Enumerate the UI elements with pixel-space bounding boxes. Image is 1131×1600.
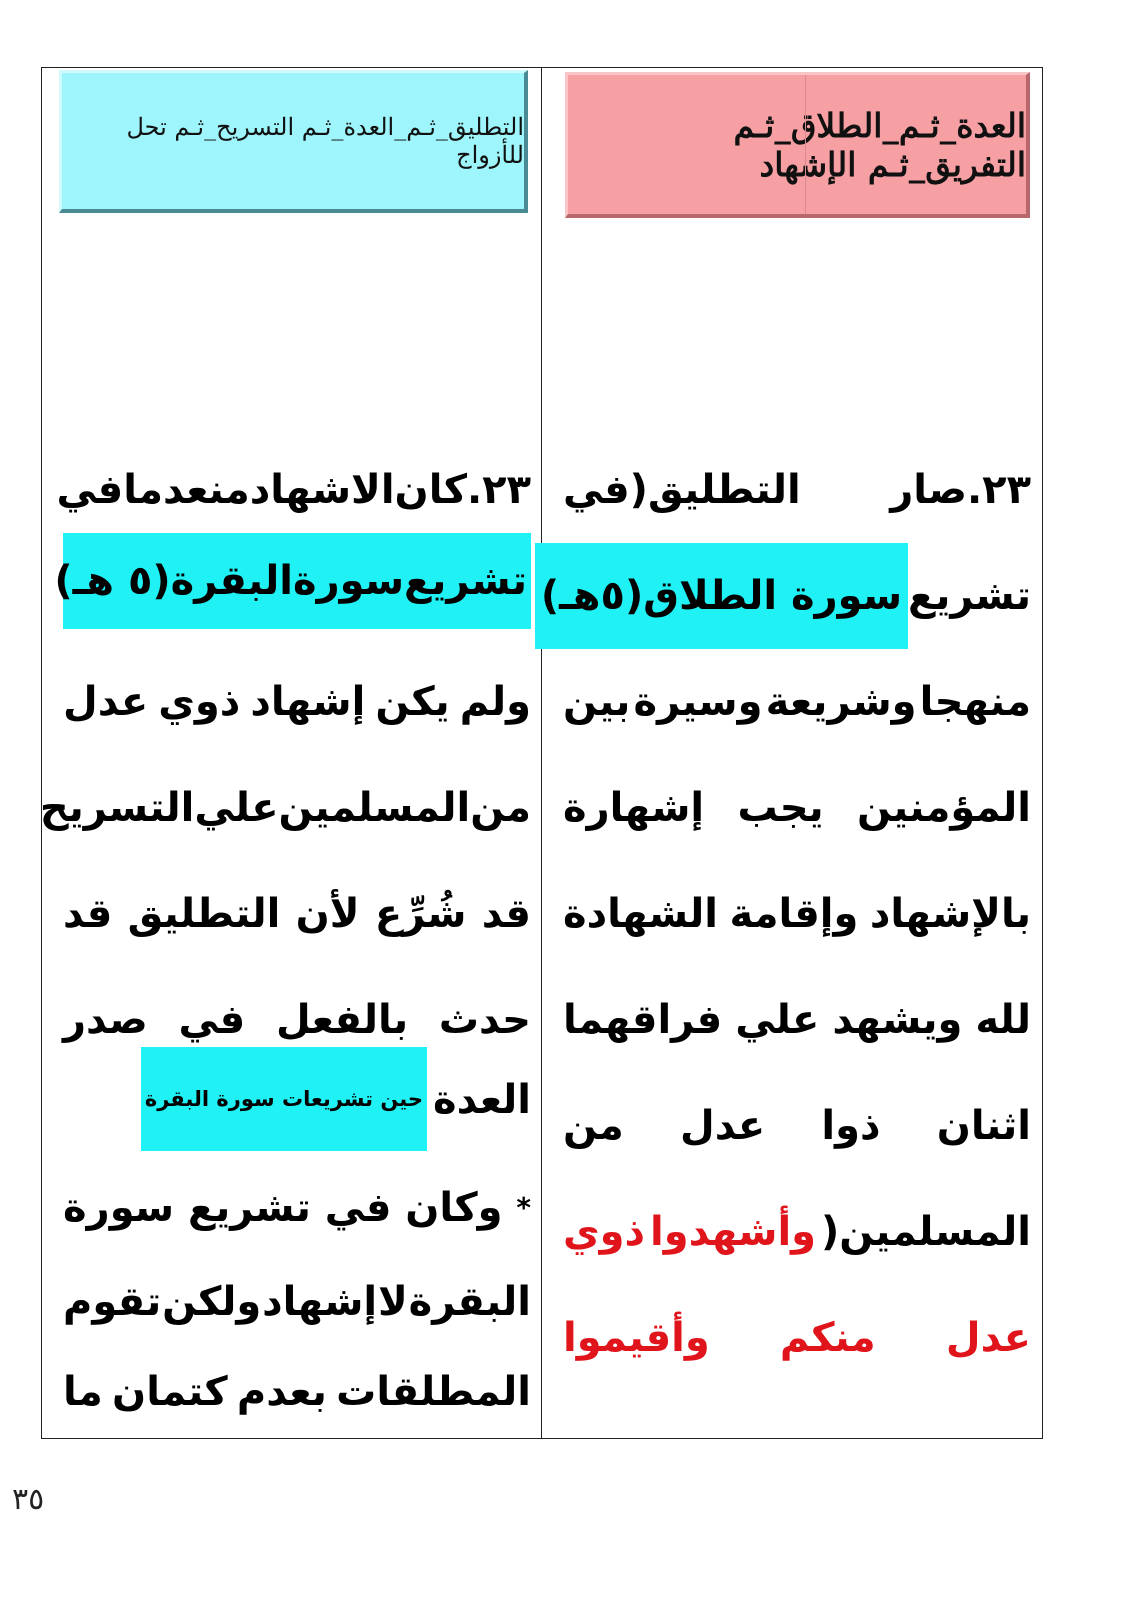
word: إشهاد [250, 679, 366, 725]
word: في [324, 1185, 392, 1231]
word: إشهاد [262, 1279, 378, 1325]
highlighted-phrase: حين تشريعات سورة البقرة [141, 1047, 427, 1151]
word: وإقامة [729, 891, 859, 937]
column-divider [541, 67, 542, 1439]
right-line-7 [563, 1073, 1031, 1179]
right-line-5 [563, 861, 1031, 967]
left-line-7 [63, 1047, 531, 1153]
word: ولكن [162, 1279, 262, 1325]
word: علي [194, 785, 279, 831]
word: تشريع [908, 573, 1031, 619]
left-line-3 [63, 649, 531, 755]
word: يكن [375, 679, 450, 725]
right-header-box [565, 72, 1030, 218]
word: المسلمين [278, 785, 471, 831]
word: العدة [432, 1077, 531, 1123]
left-line-8 [63, 1155, 531, 1261]
word: بعدم [236, 1369, 327, 1415]
right-line-3 [563, 649, 1031, 755]
quote-word: منكم [779, 1315, 876, 1361]
word: قد [481, 891, 531, 937]
word: لا [377, 1279, 408, 1325]
word: المطلقات [336, 1369, 531, 1415]
word: وكان [405, 1185, 503, 1231]
asterisk: * [516, 1191, 531, 1224]
right-line-2 [540, 543, 1031, 649]
word: الشهادة [563, 891, 718, 937]
word: سورة [63, 1185, 175, 1231]
word: التطليق [127, 891, 281, 937]
word: من [563, 1103, 624, 1149]
word: إشهارة [563, 785, 705, 831]
word: المسلمين( [821, 1209, 1031, 1255]
word: ٢٣.صار [890, 467, 1031, 513]
word: في [178, 997, 246, 1043]
left-line-5 [63, 861, 531, 967]
word: بين [563, 679, 631, 725]
word: ٢٣. [466, 467, 531, 513]
right-column [540, 437, 1031, 1437]
word: وشريعة [765, 679, 917, 725]
word: في [56, 467, 124, 513]
right-line-8 [563, 1179, 1031, 1285]
word: عدل [63, 679, 149, 725]
word: كتمان [112, 1369, 228, 1415]
word: شُرِّع [374, 891, 467, 937]
word: التسريح [39, 785, 195, 831]
word: ذوا [821, 1103, 881, 1149]
word: يجب [737, 785, 824, 831]
word: البقرة(٥ هـ) [54, 558, 293, 604]
left-header-box [59, 70, 528, 213]
page-number: ٣٥ [12, 1482, 45, 1517]
word: تقوم [63, 1279, 162, 1325]
right-line-6 [563, 967, 1031, 1073]
word: قد [63, 891, 113, 937]
word: سورة [292, 558, 405, 604]
word: كان [394, 467, 467, 513]
quote-word: وأقيموا [563, 1315, 710, 1361]
word: فراقهما [563, 997, 723, 1043]
right-line-1 [563, 437, 1031, 543]
left-line-1 [56, 437, 531, 543]
word: المؤمنين [856, 785, 1031, 831]
left-column [39, 437, 531, 1437]
right-line-9 [563, 1285, 1031, 1391]
left-line-4 [39, 755, 531, 861]
left-line-2-highlight [54, 533, 531, 629]
word: حدث [438, 997, 531, 1043]
word: صدر [63, 997, 148, 1043]
word: بالإشهاد [869, 891, 1031, 937]
left-line-10 [63, 1339, 531, 1445]
word: منهجا [919, 679, 1031, 725]
quote-word: وأشهدوا [650, 1209, 817, 1255]
word: وسيرة [633, 679, 763, 725]
right-line-4 [563, 755, 1031, 861]
word: التطليق(في [563, 467, 801, 513]
word: البقرة [408, 1279, 531, 1325]
word: اثنان [936, 1103, 1031, 1149]
word: منعدما [123, 467, 250, 513]
quote-word: ذوي [563, 1209, 646, 1255]
word: ولم [459, 679, 531, 725]
highlighted-phrase: سورة الطلاق(٥هـ) [535, 543, 908, 649]
left-header-title: التطليق_ثـم_العدة_ثـم التسريح_ثـم تحل للأزواج [126, 113, 524, 169]
word: علي [735, 997, 820, 1043]
word: عدل [680, 1103, 766, 1149]
word: ويشهد [832, 997, 963, 1043]
word: تشريع [404, 558, 527, 604]
word: بالفعل [275, 997, 409, 1043]
quote-word: عدل [945, 1315, 1031, 1361]
word: تشريع [187, 1185, 311, 1231]
word: لله [975, 997, 1031, 1043]
word: ما [63, 1369, 103, 1415]
header-divider [805, 75, 806, 214]
word: لأن [295, 891, 360, 937]
word: ذوي [158, 679, 241, 725]
word: من [470, 785, 531, 831]
word: الاشهاد [249, 467, 395, 513]
right-header-title: العدة_ثـم_الطلاق_ثـم التفريق_ثـم الإشهاد [733, 105, 1026, 184]
